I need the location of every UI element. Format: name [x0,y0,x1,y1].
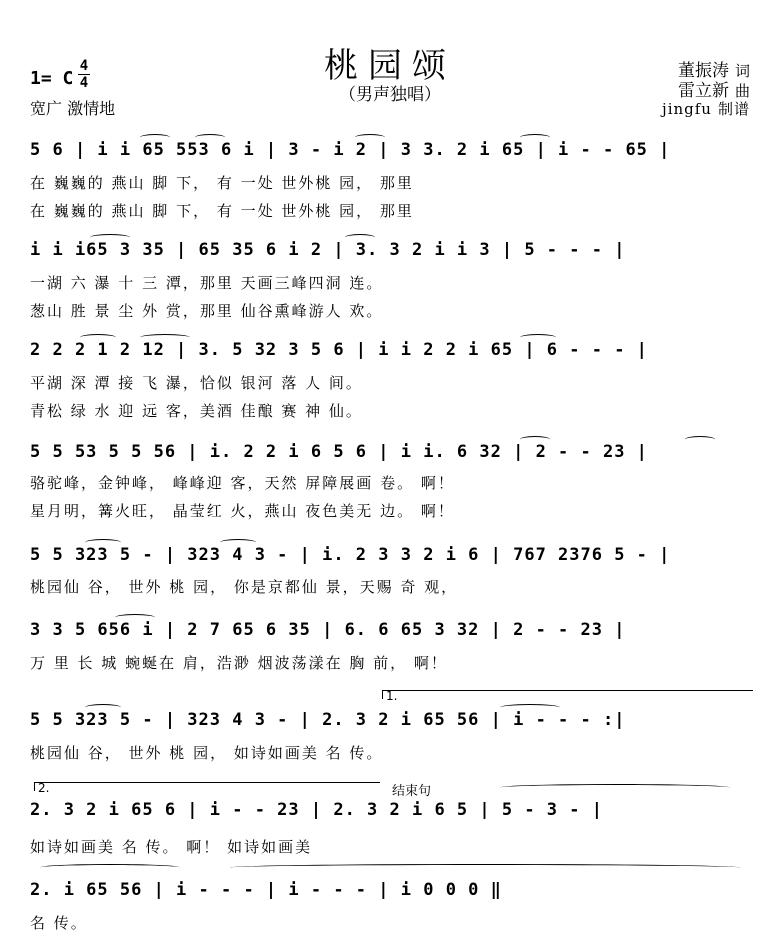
slur [520,436,550,443]
slur [520,134,550,141]
lyric-line-6: 万 里 长 城 蜿蜒在 肩，浩渺 烟波荡漾在 胸 前， 啊！ [30,654,448,672]
notation-line-3: 2 2 2 1 2 12 | 3. 5 32 3 5 6 | i i 2 2 i 65 | 6 - - - | [30,340,648,360]
notation-line-4: 5 5 53 5 5 56 | i. 2 2 i 6 5 6 | i i. 6 32 | 2 - - 23 | [30,442,648,462]
notation-line-7: 5 5 323 5 - | 323 4 3 - | 2. 3 2 i 65 56 | i - - - :| [30,710,626,730]
song-title: 桃园颂 [324,46,456,86]
lyric-line-1b: 在 巍巍的 燕山 脚 下， 有 一处 世外桃 园， 那里 [30,202,414,220]
slur [40,864,180,871]
slur [195,134,225,141]
slur [85,539,121,546]
coda-annotation: 结束句 [392,784,432,799]
time-signature [78,58,90,91]
lyric-line-5: 桃园仙 谷， 世外 桃 园， 你是京都仙 景，天赐 奇 观， [30,578,459,596]
lyric-line-1a: 在 巍巍的 燕山 脚 下， 有 一处 世外桃 园， 那里 [30,174,414,192]
lyric-line-3a: 平湖 深 潭 接 飞 瀑，恰似 银河 落 人 间。 [30,374,363,392]
composer-role: 曲 [734,82,750,100]
lyric-line-4b: 星月明，篝火旺， 晶莹红 火，燕山 夜色美无 边。 啊！ [30,502,455,520]
composer-name: 雷立新 [677,81,729,101]
slur [80,334,116,341]
slur [685,436,715,443]
slur [355,134,385,141]
slur [520,334,556,341]
slur [345,234,375,241]
key-signature: 1= C [30,68,74,89]
lyric-line-2b: 葱山 胜 景 尘 外 赏，那里 仙谷熏峰游人 欢。 [30,302,384,320]
lyric-line-3b: 青松 绿 水 迎 远 客，美酒 佳酿 赛 神 仙。 [30,402,363,420]
notation-line-8: 2. 3 2 i 65 6 | i - - 23 | 2. 3 2 i 6 5 | 5 - 3 - | [30,800,603,820]
slur [220,539,256,546]
lyricist-role: 词 [734,62,750,80]
second-ending-bracket: 2. [34,782,380,791]
transcriber-role: 制谱 [717,100,750,118]
notation-line-2: i i i65 3 35 | 65 35 6 i 2 | 3. 3 2 i i 3 | 5 - - - | [30,240,626,260]
lyric-line-7: 桃园仙 谷， 世外 桃 园， 如诗如画美 名 传。 [30,744,384,762]
slur [140,334,190,341]
transcriber-name: jingfu [662,100,712,118]
song-subtitle: （男声独唱） [339,85,441,105]
notation-line-5: 5 5 323 5 - | 323 4 3 - | i. 2 3 3 2 i 6 | 767 2376 5 - | [30,545,671,565]
lyric-line-9: 名 传。 [30,914,88,932]
slur [90,234,130,241]
lyric-line-2a: 一湖 六 瀑 十 三 潭，那里 天画三峰四洞 连。 [30,274,384,292]
notation-line-1: 5 6 | i i 65 553 6 i | 3 - i 2 | 3 3. 2 i 65 | i - - 65 | [30,140,671,160]
notation-line-6: 3 3 5 656 i | 2 7 65 6 35 | 6. 6 65 3 32 | 2 - - 23 | [30,620,626,640]
slur [140,134,170,141]
time-signature-bottom: 4 [79,75,89,91]
lyricist-name: 董振涛 [677,61,729,81]
notation-line-9: 2. i 65 56 | i - - - | i - - - | i 0 0 0 ‖ [30,880,502,900]
slur [115,614,155,621]
first-ending-bracket: 1. [382,690,753,699]
slur [85,704,121,711]
slur [500,784,730,791]
lyric-line-8: 如诗如画美 名 传。 啊！ 如诗如画美 [30,838,313,856]
slur [500,704,560,711]
transcriber-credit [662,98,750,119]
lyric-line-4a: 骆驼峰，金钟峰， 峰峰迎 客，天然 屏障展画 卷。 啊！ [30,474,455,492]
time-signature-top: 4 [79,58,89,74]
tempo-mark: 宽广 激情地 [30,99,116,118]
slur [230,864,740,871]
